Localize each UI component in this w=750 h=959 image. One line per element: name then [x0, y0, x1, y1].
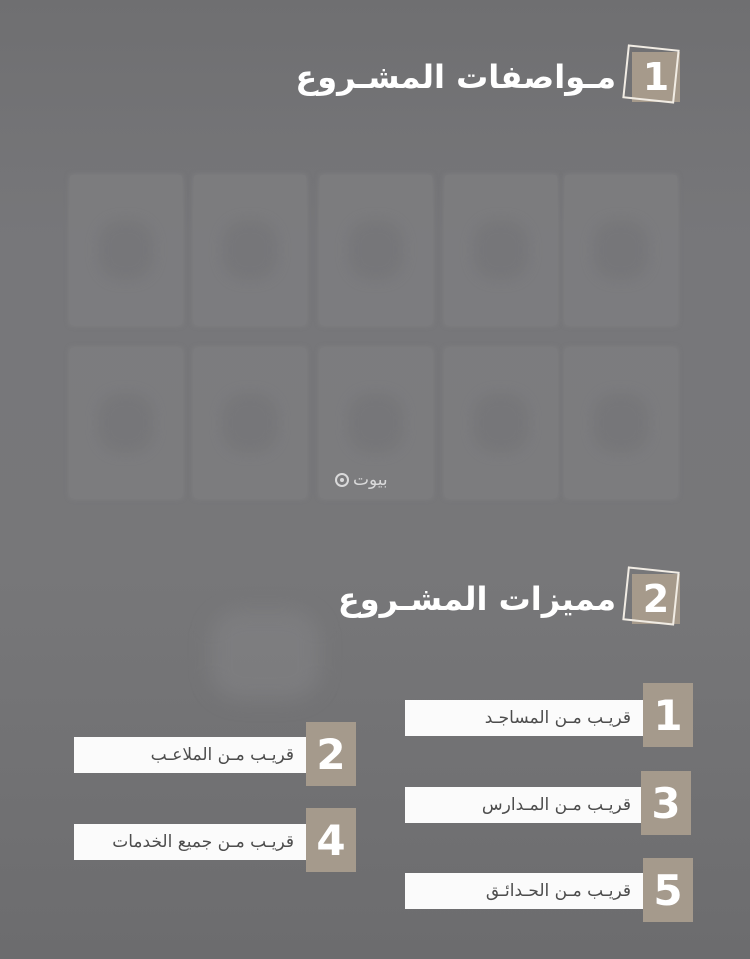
blurred-image	[194, 175, 306, 325]
blurred-image	[320, 175, 432, 325]
feature-number-badge: 5	[643, 858, 693, 922]
feature-label: قريـب مـن الملاعـب	[74, 737, 306, 773]
section-number-badge: 1	[632, 52, 680, 102]
section-title: مميزات المشـروع	[337, 580, 616, 618]
blurred-image	[70, 175, 182, 325]
blurred-image	[70, 348, 182, 498]
section-number-badge: 2	[632, 574, 680, 624]
feature-label: قريـب مـن جميع الخدمات	[74, 824, 306, 860]
feature-label: قريـب مـن المساجـد	[405, 700, 643, 736]
blurred-image	[445, 348, 557, 498]
feature-label: قريـب مـن الحـدائـق	[405, 873, 643, 909]
section-heading-features	[338, 574, 680, 624]
section-title: مـواصفات المشـروع	[295, 58, 616, 96]
blurred-image	[194, 348, 306, 498]
blurred-image	[445, 175, 557, 325]
feature-number-badge: 3	[641, 771, 691, 835]
faded-logo	[210, 610, 320, 700]
blurred-image-grid	[70, 170, 680, 510]
blurred-image	[565, 175, 677, 325]
feature-label: قريـب مـن المـدارس	[405, 787, 643, 823]
feature-number-badge: 1	[643, 683, 693, 747]
section-heading-specs	[295, 52, 680, 102]
logo-icon	[335, 473, 349, 487]
feature-number-badge: 4	[306, 808, 356, 872]
blurred-image	[565, 348, 677, 498]
feature-number-badge: 2	[306, 722, 356, 786]
watermark	[335, 470, 388, 490]
watermark-text: بيوت	[353, 470, 388, 490]
